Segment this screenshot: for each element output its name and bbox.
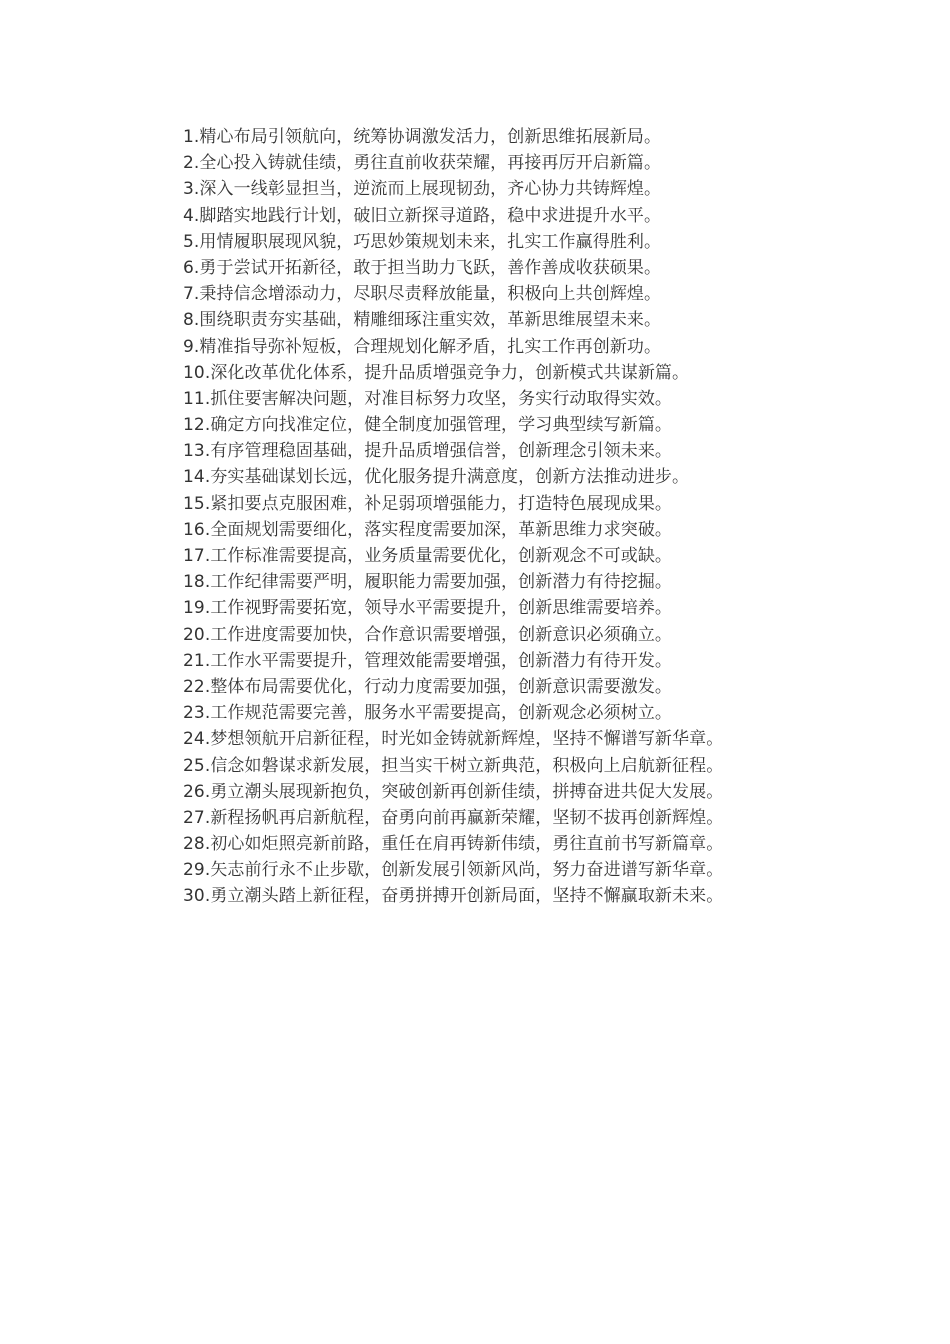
slogan-line: 9.精准指导弥补短板，合理规划化解矛盾，扎实工作再创新功。 — [183, 336, 662, 357]
slogan-line: 11.抓住要害解决问题，对准目标努力攻坚，务实行动取得实效。 — [183, 388, 673, 409]
slogan-line: 18.工作纪律需要严明，履职能力需要加强，创新潜力有待挖掘。 — [183, 572, 673, 593]
slogan-line: 22.整体布局需要优化，行动力度需要加强，创新意识需要激发。 — [183, 676, 673, 697]
slogan-line: 10.深化改革优化体系，提升品质增强竞争力，创新模式共谋新篇。 — [183, 362, 690, 383]
slogan-list — [183, 124, 923, 910]
slogan-line: 20.工作进度需要加快，合作意识需要增强，创新意识必须确立。 — [183, 624, 673, 645]
slogan-line: 3.深入一线彰显担当，逆流而上展现韧劲，齐心协力共铸辉煌。 — [183, 179, 662, 200]
slogan-line: 28.初心如炬照亮新前路，重任在肩再铸新伟绩，勇往直前书写新篇章。 — [183, 834, 724, 855]
slogan-line: 27.新程扬帆再启新航程，奋勇向前再赢新荣耀，坚韧不拔再创新辉煌。 — [183, 807, 724, 828]
slogan-line: 23.工作规范需要完善，服务水平需要提高，创新观念必须树立。 — [183, 703, 673, 724]
slogan-line: 25.信念如磐谋求新发展，担当实干树立新典范，积极向上启航新征程。 — [183, 755, 724, 776]
slogan-line: 17.工作标准需要提高，业务质量需要优化，创新观念不可或缺。 — [183, 546, 673, 566]
slogan-line: 26.勇立潮头展现新抱负，突破创新再创新佳绩，拼搏奋进共促大发展。 — [183, 781, 724, 802]
slogan-line: 19.工作视野需要拓宽，领导水平需要提升，创新思维需要培养。 — [183, 598, 673, 619]
slogan-line: 6.勇于尝试开拓新径，敢于担当助力飞跃，善作善成收获硕果。 — [183, 257, 662, 278]
slogan-line: 2.全心投入铸就佳绩，勇往直前收获荣耀，再接再厉开启新篇。 — [183, 153, 662, 174]
slogan-line: 14.夯实基础谋划长远，优化服务提升满意度，创新方法推动进步。 — [183, 467, 690, 488]
slogan-line: 30.勇立潮头踏上新征程，奋勇拼搏开创新局面，坚持不懈赢取新未来。 — [183, 886, 724, 907]
slogan-line: 8.围绕职责夯实基础，精雕细琢注重实效，革新思维展望未来。 — [183, 310, 662, 331]
slogan-line: 1.精心布局引领航向，统筹协调激发活力，创新思维拓展新局。 — [183, 127, 662, 147]
slogan-line: 13.有序管理稳固基础，提升品质增强信誉，创新理念引领未来。 — [183, 441, 673, 462]
slogan-line: 24.梦想领航开启新征程，时光如金铸就新辉煌，坚持不懈谱写新华章。 — [183, 729, 724, 750]
slogan-line: 4.脚踏实地践行计划，破旧立新探寻道路，稳中求进提升水平。 — [183, 205, 662, 226]
slogan-line: 12.确定方向找准定位，健全制度加强管理，学习典型续写新篇。 — [183, 415, 673, 436]
slogan-line: 15.紧扣要点克服困难，补足弱项增强能力，打造特色展现成果。 — [183, 493, 673, 514]
slogan-line: 16.全面规划需要细化，落实程度需要加深，革新思维力求突破。 — [183, 519, 673, 540]
slogan-line: 5.用情履职展现风貌，巧思妙策规划未来，扎实工作赢得胜利。 — [183, 231, 662, 252]
slogan-line: 29.矢志前行永不止步歇，创新发展引领新风尚，努力奋进谱写新华章。 — [183, 860, 724, 881]
slogan-line: 7.秉持信念增添动力，尽职尽责释放能量，积极向上共创辉煌。 — [183, 284, 662, 305]
slogan-line: 21.工作水平需要提升，管理效能需要增强，创新潜力有待开发。 — [183, 650, 673, 671]
